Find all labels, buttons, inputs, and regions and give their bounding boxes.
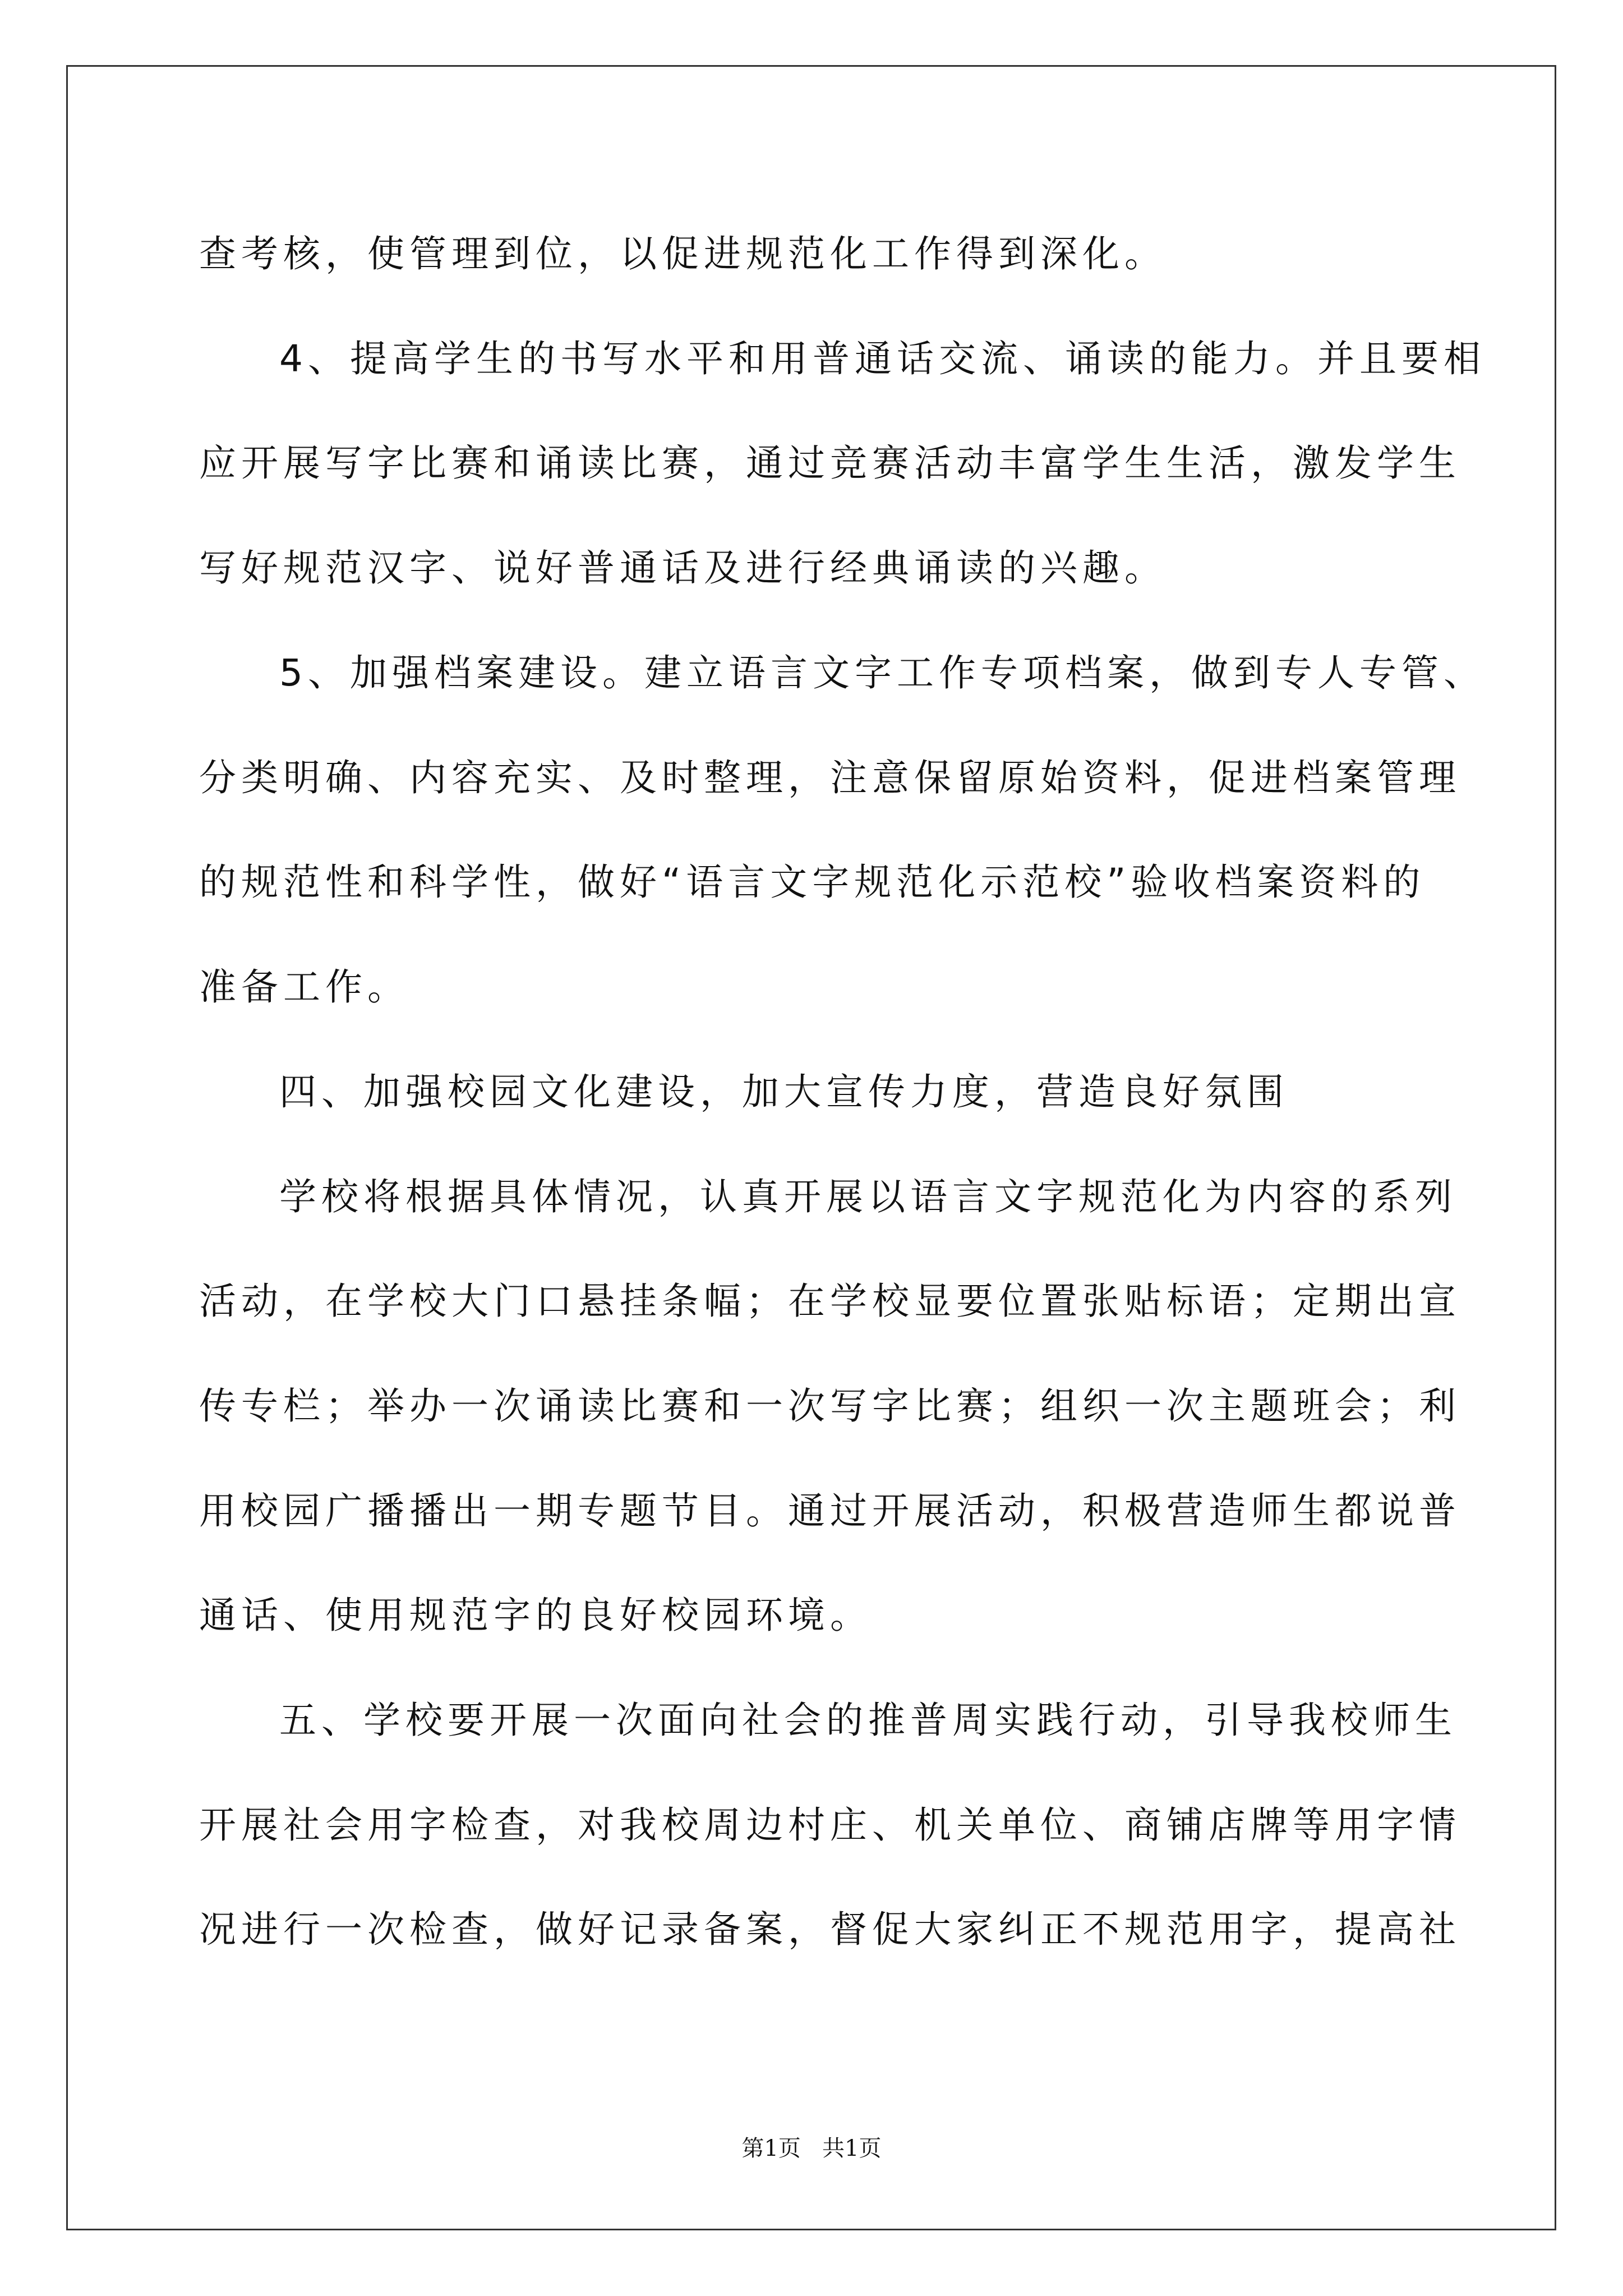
body-line: 5、加强档案建设。建立语言文字工作专项档案，做到专人专管、 <box>279 651 1486 694</box>
body-line: 开展社会用字检查，对我校周边村庄、机关单位、商铺店牌等用字情 <box>199 1803 1461 1847</box>
body-line: 的规范性和科学性，做好“语言文字规范化示范校”验收档案资料的 <box>199 861 1426 904</box>
body-line: 五、学校要开展一次面向社会的推普周实践行动，引导我校师生 <box>279 1699 1457 1742</box>
body-line: 传专栏；举办一次诵读比赛和一次写字比赛；组织一次主题班会；利 <box>199 1384 1461 1428</box>
body-line: 学校将根据具体情况，认真开展以语言文字规范化为内容的系列 <box>279 1175 1457 1218</box>
body-line: 分类明确、内容充实、及时整理，注意保留原始资料，促进档案管理 <box>199 756 1461 799</box>
page-footer: 第1页 共1页 <box>741 2136 882 2161</box>
page-border <box>66 65 1556 2230</box>
section-heading: 四、加强校园文化建设，加大宣传力度，营造良好氛围 <box>279 1070 1289 1114</box>
body-line: 4、提高学生的书写水平和用普通话交流、诵读的能力。并且要相 <box>279 337 1486 380</box>
body-line: 活动，在学校大门口悬挂条幅；在学校显要位置张贴标语；定期出宣 <box>199 1280 1461 1323</box>
body-line: 写好规范汉字、说好普通话及进行经典诵读的兴趣。 <box>199 546 1166 590</box>
body-line: 况进行一次检查，做好记录备案，督促大家纠正不规范用字，提高社 <box>199 1908 1461 1951</box>
body-line: 用校园广播播出一期专题节目。通过开展活动，积极营造师生都说普 <box>199 1489 1461 1533</box>
body-line: 准备工作。 <box>199 965 409 1009</box>
body-line: 通话、使用规范字的良好校园环境。 <box>199 1594 872 1637</box>
body-line: 查考核，使管理到位，以促进规范化工作得到深化。 <box>199 232 1166 275</box>
body-line: 应开展写字比赛和诵读比赛，通过竞赛活动丰富学生生活，激发学生 <box>199 441 1461 485</box>
